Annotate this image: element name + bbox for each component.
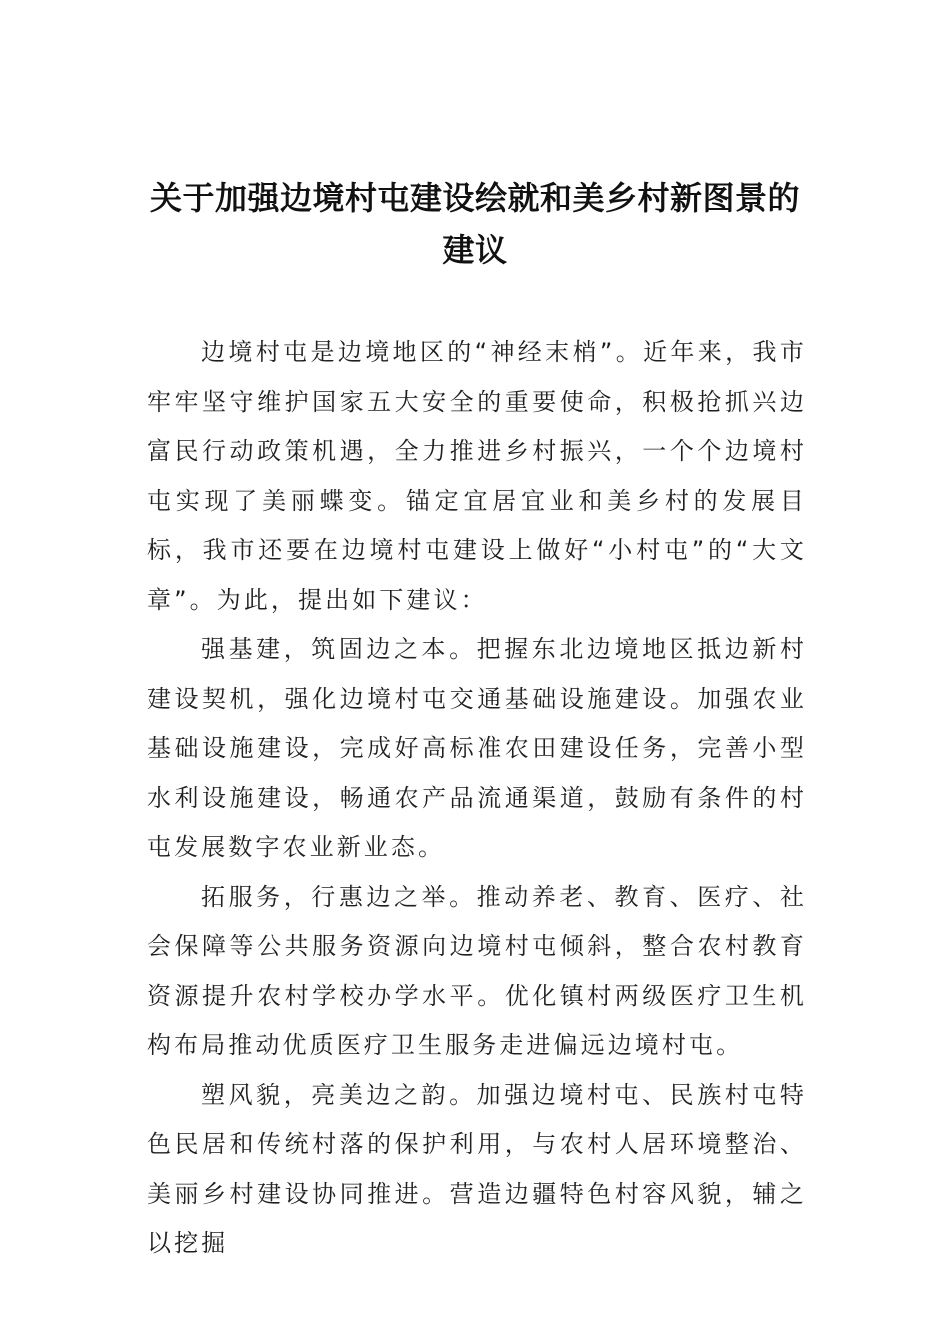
document-title: 关于加强边境村屯建设绘就和美乡村新图景的建议 (149, 179, 800, 269)
paragraph-appearance: 塑风貌，亮美边之韵。加强边境村屯、民族村屯特色民居和传统村落的保护利用，与农村人居环境整治、美丽乡村建设协同推进。营造边疆特色村容风貌，辅之以挖掘 (147, 1080, 807, 1257)
paragraph-infrastructure: 强基建，筑固边之本。把握东北边境地区抵边新村建设契机，强化边境村屯交通基础设施建设。加强农业基础设施建设，完成好高标准农田建设任务，完善小型水利设施建设，畅通农产品流通渠道，鼓励有条件的村屯发展数字农业新业态。 (147, 635, 807, 861)
paragraph-services: 拓服务，行惠边之举。推动养老、教育、医疗、社会保障等公共服务资源向边境村屯倾斜，整合农村教育资源提升农村学校办学水平。优化镇村两级医疗卫生机构布局推动优质医疗卫生服务走进偏远边境村屯。 (147, 882, 807, 1059)
paragraph-intro: 边境村屯是边境地区的“神经末梢”。近年来，我市牢牢坚守维护国家五大安全的重要使命，积极抢抓兴边富民行动政策机遇，全力推进乡村振兴，一个个边境村屯实现了美丽蝶变。锚定宜居宜业和美乡村的发展目标，我市还要在边境村屯建设上做好“小村屯”的“大文章”。为此，提出如下建议： (147, 338, 807, 614)
document-body (147, 328, 807, 1269)
